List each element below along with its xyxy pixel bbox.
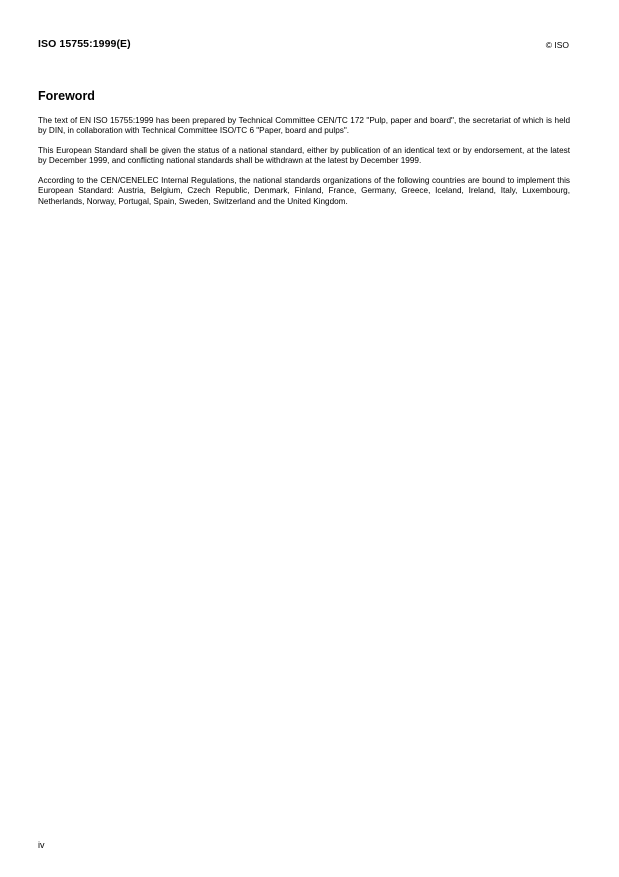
document-id: ISO 15755:1999(E) <box>38 38 131 50</box>
paragraph-status: This European Standard shall be given the status of a national standard, either by publication of an identical text or by endorsement, at the latest by December 1999, and conflicting national standards shall be withdrawn at the latest by December 1999. <box>38 146 570 166</box>
paragraph-preparation: The text of EN ISO 15755:1999 has been prepared by Technical Committee CEN/TC 172 "Pulp, paper and board", the secretariat of which is held by DIN, in collaboration with Technical Committee ISO/TC 6 "Paper, board and pulps". <box>38 116 570 136</box>
foreword-body <box>38 116 570 217</box>
copyright-notice: © ISO <box>545 40 569 50</box>
section-title: Foreword <box>38 89 95 103</box>
paragraph-implementation: According to the CEN/CENELEC Internal Regulations, the national standards organizations of the following countries are bound to implement this European Standard: Austria, Belgium, Czech Republic, Denmark, Finland, France, Germany, Greece, Iceland, Ireland, Italy, Luxembourg, Netherlands, Norway, Portugal, Spain, Sweden, Switzerland and the United Kingdom. <box>38 176 570 206</box>
page-number: iv <box>38 840 45 850</box>
